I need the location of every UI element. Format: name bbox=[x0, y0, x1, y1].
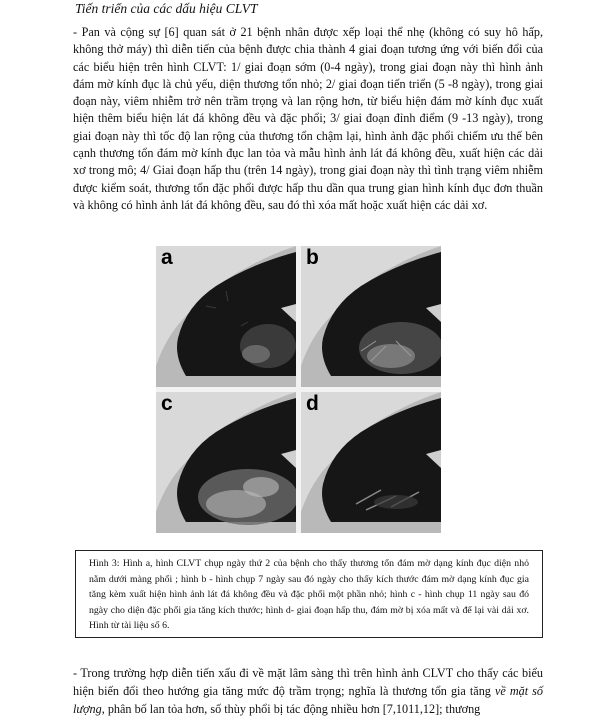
panel-label-b: b bbox=[306, 246, 319, 269]
paragraph-2-text-cont: , phân bố lan tỏa hơn, số thùy phổi bị tác động nhiều hơn [7,1011,12]; thương bbox=[101, 702, 481, 716]
ct-panel-b bbox=[301, 246, 441, 387]
ct-panel-d bbox=[301, 392, 441, 533]
body-paragraph-1: - Pan và cộng sự [6] quan sát ở 21 bệnh nhân được xếp loại thể nhẹ (không có suy hô hấp, không thở máy) thì diễn tiến của bệnh được chia thành 4 giai đoạn tương ứng với biến đổi của các biểu hiện trên hình CLVT: 1/ giai đoạn sớm (0-4 ngày), trong giai đoạn này thì hình ảnh đám mờ kính đục là chủ yếu, diện thương tổn nhỏ; 2/ giai đoạn tiến triển (5 -8 ngày), trong giai đoạn này, viêm nhiễm trở nên trầm trọng và lan rộng hơn, từ biểu hiện đám mờ kính đục xuất hiện thêm biểu hiện lát đá không đều và đặc phổi; 3/ giai đoạn đỉnh điểm (9 -13 ngày), trong giai đoạn này thì tốc độ lan rộng của thương tổn chậm lại, hình ảnh đặc phổi chiếm ưu thế bên cạnh thương tổn đám mờ kính đục lan tỏa và mẫu hình ảnh lát đá không đều, xuất hiện các dải xơ trong mô; 4/ Giai đoạn hấp thu (trên 14 ngày), trong giai đoạn này thì tình trạng viêm nhiễm được kiểm soát, thương tổn đặc phổi được hấp thu dần qua trung gian hình kính đục đơn thuần và không có hình ảnh lát đá không đều, sau đó thì xóa mất hoặc xuất hiện các dải xơ. bbox=[73, 25, 543, 212]
paragraph-2-text: - Trong trường hợp diễn tiến xấu đi về mặt lâm sàng thì trên hình ảnh CLVT cho thấy các biểu hiện biến đổi theo hướng gia tăng mức độ trầm trọng; nghĩa là thương tổn gia tăng bbox=[73, 666, 543, 698]
ct-image-a bbox=[156, 246, 296, 387]
ct-image-b bbox=[301, 246, 441, 387]
panel-label-a: a bbox=[161, 246, 173, 269]
panel-label-d: d bbox=[306, 392, 319, 415]
ct-panel-a bbox=[156, 246, 296, 387]
body-paragraph-2 bbox=[73, 664, 543, 718]
ct-panel-c bbox=[156, 392, 296, 533]
figure-caption: Hình 3: Hình a, hình CLVT chụp ngày thứ 2 của bệnh cho thấy thương tổn đám mờ dạng kính đục diện nhỏ nằm dưới màng phổi ; hình b - hình chụp 7 ngày sau đó ngày cho thấy kích thước đám mờ dạng kính đục gia tăng kèm xuất hiện hình ảnh lát đá không đều và đặc phổi một phần nhỏ; hình c - hình chụp 11 ngày sau đó ngày cho diện đặc phổi gia tăng kích thước; hình d- giai đoạn hấp thu, đám mờ bị xóa mất và để lại vài dải xơ. Hình từ tài liệu số 6. bbox=[75, 550, 543, 638]
ct-image-c bbox=[156, 392, 296, 533]
ct-image-d bbox=[301, 392, 441, 533]
paragraph-2-emphasis: về mặt số lượng bbox=[73, 684, 544, 716]
panel-label-c: c bbox=[161, 392, 173, 415]
section-heading: Tiến triển của các dấu hiệu CLVT bbox=[75, 1, 258, 16]
ct-figure bbox=[156, 246, 441, 533]
